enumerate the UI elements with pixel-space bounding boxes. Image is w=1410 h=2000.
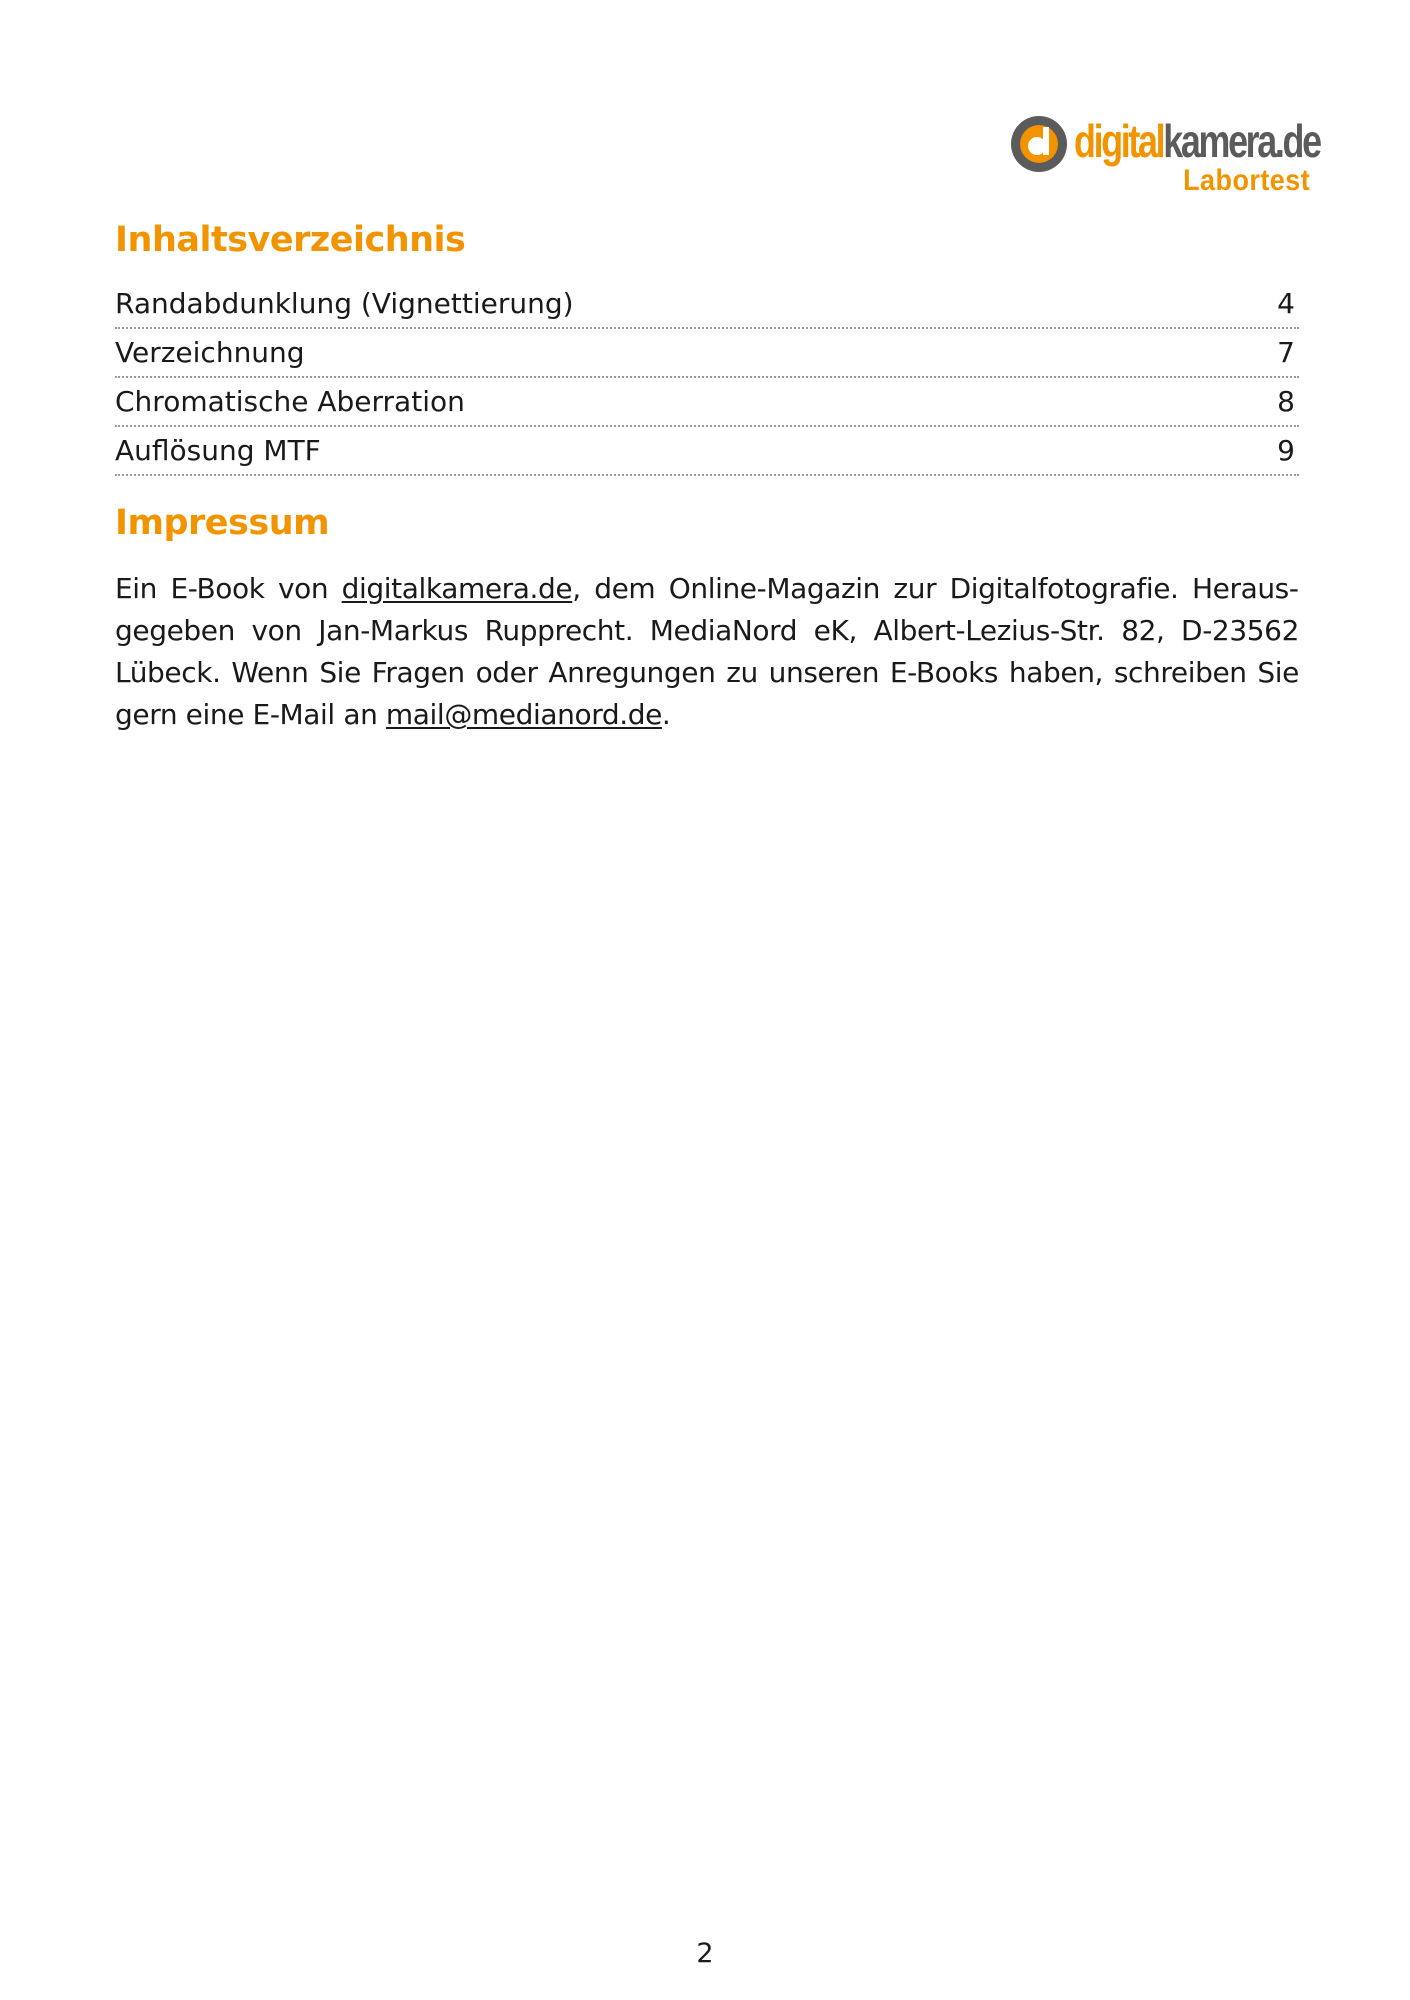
email-link[interactable]: mail@medianord.de — [385, 698, 662, 731]
website-link[interactable]: digitalkamera.de — [341, 572, 573, 605]
toc-entry[interactable] — [115, 329, 1299, 378]
toc-entry-page: 9 — [1277, 434, 1295, 467]
toc-entry-page: 8 — [1277, 385, 1295, 418]
logo-word-kamera: kamera.de — [1163, 115, 1320, 167]
impressum-text-end: . — [661, 698, 671, 731]
brand-logo — [1010, 112, 1320, 202]
camera-lens-logo-icon — [1010, 115, 1068, 173]
toc-entry-label: Chromatische Aberration — [115, 385, 465, 418]
toc-entry-label: Randabdunklung (Vignettierung) — [115, 287, 574, 320]
toc-entry-page: 4 — [1277, 287, 1295, 320]
toc-entry[interactable] — [115, 280, 1299, 329]
impressum-paragraph — [115, 568, 1299, 736]
impressum-text-middle: , dem Online-Magazin zur Digitalfotografie. Herausgegeben von Jan-Markus Rupprecht. MediaNord eK, Albert-Lezius-Str. 82, D-23562 Lübeck. Wenn Sie Fragen oder Anregungen zu unseren E-Books haben, schreiben Sie gern eine E-Mail an — [115, 572, 1299, 731]
impressum-heading: Impressum — [115, 503, 330, 543]
toc-entry-label: Auflösung MTF — [115, 434, 321, 467]
table-of-contents — [115, 280, 1299, 476]
toc-entry[interactable] — [115, 378, 1299, 427]
logo-wordmark — [1074, 114, 1320, 168]
toc-entry-label: Verzeichnung — [115, 336, 305, 369]
impressum-text-start: Ein E-Book von — [115, 572, 342, 605]
toc-heading: Inhaltsverzeichnis — [115, 220, 466, 260]
logo-subtitle: Labortest — [1182, 164, 1310, 197]
logo-word-digital: digital — [1074, 115, 1164, 167]
toc-entry[interactable] — [115, 427, 1299, 476]
toc-entry-page: 7 — [1277, 336, 1295, 369]
page-number: 2 — [696, 1938, 714, 1969]
